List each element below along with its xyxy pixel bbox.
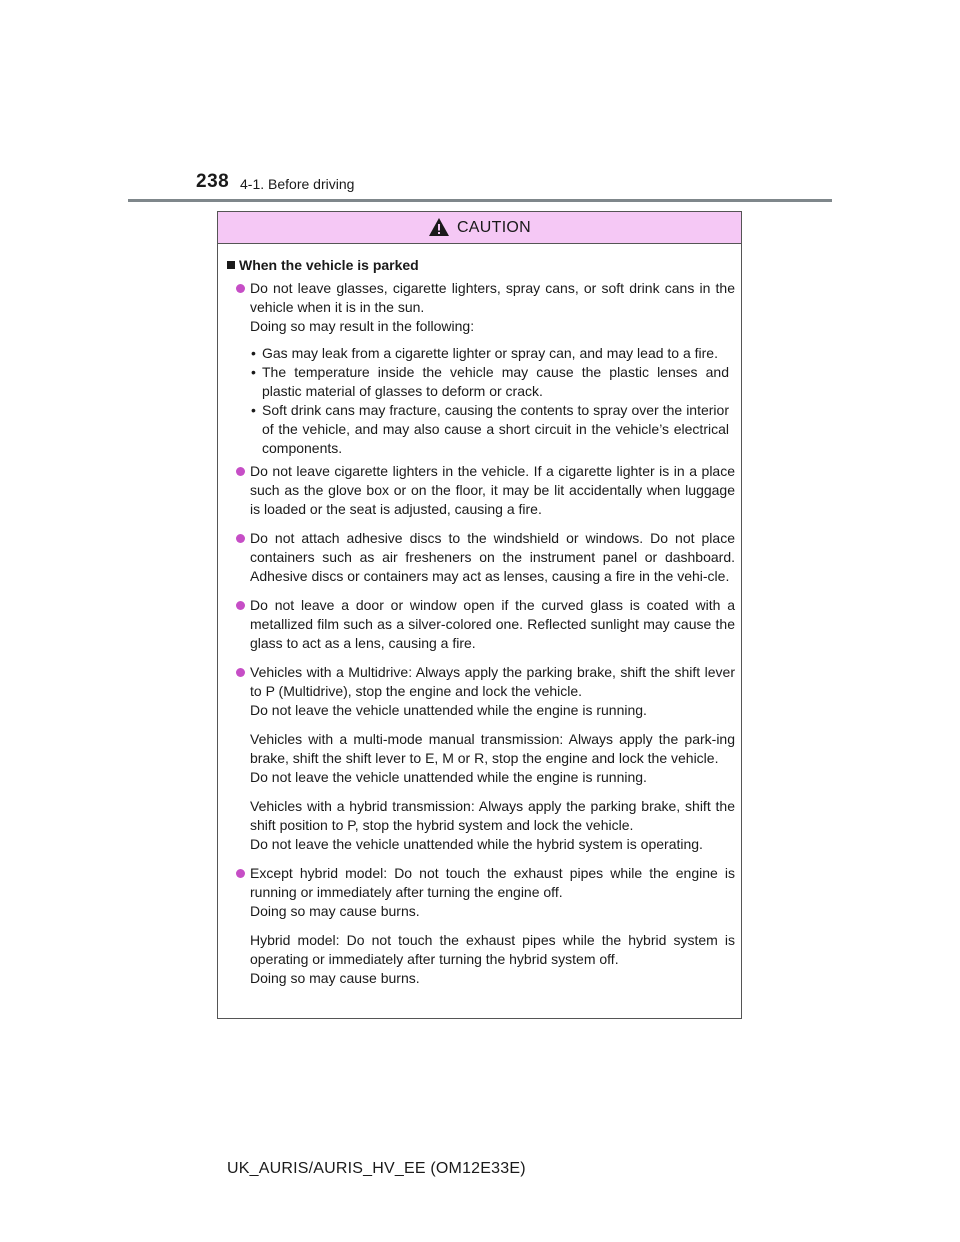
document-code: UK_AURIS/AURIS_HV_EE (OM12E33E) <box>227 1160 526 1177</box>
caution-item <box>226 279 735 336</box>
warning-triangle-icon <box>428 217 450 237</box>
caution-item <box>226 864 735 921</box>
page-header <box>0 0 960 205</box>
small-bullet-icon: • <box>251 402 256 418</box>
dot-bullet-icon <box>236 467 245 476</box>
caution-header <box>218 212 741 244</box>
caution-box <box>217 211 742 1019</box>
dot-bullet-icon <box>236 534 245 543</box>
item-paragraph: Hybrid model: Do not touch the exhaust pipes while the hybrid system is operating or immediately after turning the hybrid system off. Doing so may cause burns. <box>250 932 735 986</box>
item-text: Do not attach adhesive discs to the windshield or windows. Do not place containers such as air fresheners on the instrument panel or dashboard. Adhesive discs or containers may act as lenses, causing a fire in the vehi-cle. <box>250 530 735 584</box>
item-note: Doing so may cause burns. <box>250 903 420 919</box>
dot-bullet-icon <box>236 601 245 610</box>
dot-bullet-icon <box>236 668 245 677</box>
sub-list-item: • Soft drink cans may fracture, causing the contents to spray over the interior of the vehicle, and may also cause a short circuit in the vehicle’s electrical components. <box>251 402 729 456</box>
caution-item <box>226 462 735 519</box>
item-text: Vehicles with a Multidrive: Always apply the parking brake, shift the shift lever to P (Multidrive), stop the engine and lock the vehicle. <box>250 664 735 699</box>
item-paragraph: Vehicles with a hybrid transmission: Always apply the parking brake, shift the shift position to P, stop the hybrid system and lock the vehicle. Do not leave the vehicle unattended while the hybrid system is operating. <box>250 798 735 852</box>
square-bullet-icon <box>227 261 235 269</box>
small-bullet-icon: • <box>251 364 256 380</box>
item-text: Do not leave a door or window open if the curved glass is coated with a metallized film such as a silver-colored one. Reflected sunlight may cause the glass to act as a lens, causing a fire. <box>250 597 735 651</box>
item-text: Except hybrid model: Do not touch the exhaust pipes while the engine is running or immediately after turning the engine off. <box>250 865 735 900</box>
caution-item <box>226 663 735 720</box>
sub-list <box>226 344 735 458</box>
sub-list-item: • Gas may leak from a cigarette lighter or spray can, and may lead to a fire. <box>251 345 718 361</box>
caution-item <box>226 596 735 653</box>
item-note: Do not leave the vehicle unattended while the engine is running. <box>250 702 647 718</box>
caution-title: CAUTION <box>456 218 532 236</box>
caution-body <box>218 244 741 988</box>
sub-list-item: • The temperature inside the vehicle may cause the plastic lenses and plastic material of glasses to deform or crack. <box>251 364 729 399</box>
item-text: Do not leave glasses, cigarette lighters, spray cans, or soft drink cans in the vehicle when it is in the sun. <box>250 280 735 315</box>
small-bullet-icon: • <box>251 345 256 361</box>
item-text: Do not leave cigarette lighters in the vehicle. If a cigarette lighter is in a place such as the glove box or on the floor, it may be lit accidentally when luggage is loaded or the seat is adjusted, causing a fire. <box>250 463 735 517</box>
caution-subheading: When the vehicle is parked <box>226 256 735 275</box>
caution-item <box>226 529 735 586</box>
dot-bullet-icon <box>236 869 245 878</box>
item-note: Doing so may result in the following: <box>250 318 475 334</box>
section-title: 4-1. Before driving <box>240 176 355 192</box>
header-divider <box>128 199 832 202</box>
item-paragraph: Vehicles with a multi-mode manual transmission: Always apply the park-ing brake, shift the shift lever to E, M or R, stop the engine and lock the vehicle. Do not leave the vehicle unattended while the engine is running. <box>250 731 735 785</box>
page-number: 238 <box>196 171 230 192</box>
dot-bullet-icon <box>236 284 245 293</box>
